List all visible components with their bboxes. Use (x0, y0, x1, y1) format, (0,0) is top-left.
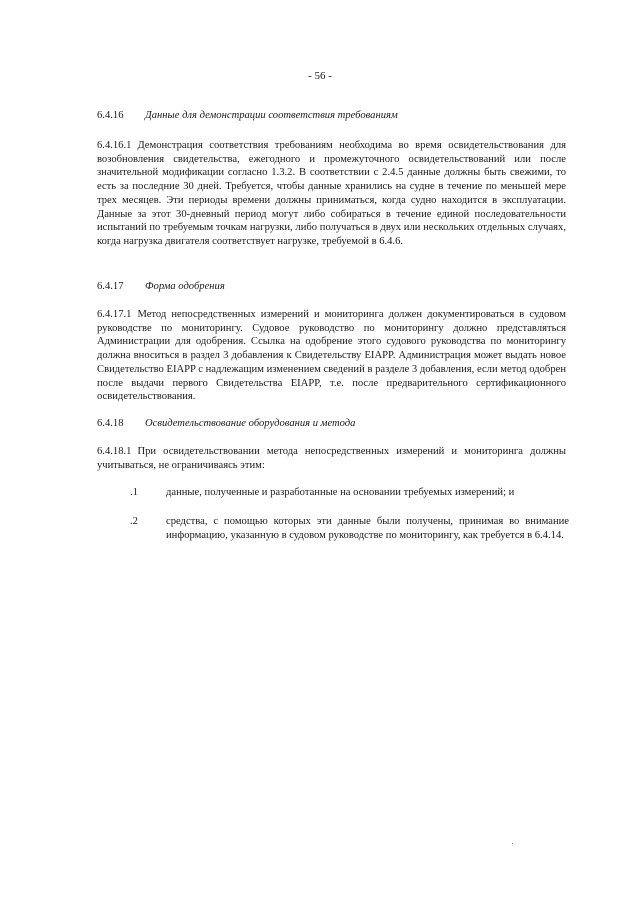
section-heading-6-4-16 (97, 109, 567, 123)
list-item-text: средства, с помощью которых эти данные были получены, принимая во внимание информацию, указанную в судовом руководстве по мониторингу, как требуется в 6.4.14. (166, 516, 569, 541)
paragraph-text: Метод непосредственных измерений и мониторинга должен документироваться в судовом руководстве по мониторингу. Судовое руководство по мониторингу должно представляться Администрации для одобрения. Ссылка на одобрение этого судового руководства по мониторингу должна вноситься в раздел 3 добавления к Свидетельству EIAPP. Администрация может выдать новое Свидетельство EIAPP с надлежащим изменением сведений в разделе 3 добавления, если метод одобрен после выдачи первого Свидетельства EIAPP, т.е. после предварительного сертификационного освидетельствования. (97, 309, 566, 403)
section-heading-6-4-18 (97, 417, 567, 431)
paragraph-text: При освидетельствовании метода непосредственных измерений и мониторинга должны учитываться, не ограничиваясь этим: (97, 446, 566, 471)
section-number: 6.4.17 (97, 281, 124, 292)
scan-speck (512, 843, 513, 844)
list-marker: .1 (130, 487, 138, 498)
paragraph-number: 6.4.16.1 (97, 140, 132, 151)
page-number: - 56 - (308, 70, 332, 82)
paragraph-text: Демонстрация соответствия требованиям необходима во время освидетельствования для возобновления свидетельства, ежегодного и промежуточного освидетельствований или после значительной модификации согласно 1.3.2. В соответствии с 2.4.5 данные должны быть свежими, то есть за последние 30 дней. Требуется, чтобы данные хранились на судне в течение по меньшей мере трех месяцев. Эти периоды времени должны приниматься, когда судно находится в эксплуатации. Данные за этот 30-дневный период могут либо собираться в течение единой последовательности испытаний по требуемым точкам нагрузки, либо получаться в двух или нескольких отдельных случаях, когда нагрузка двигателя соответствует нагрузке, требуемой в 6.4.6. (97, 140, 566, 247)
paragraph-number: 6.4.17.1 (97, 309, 132, 320)
paragraph-6-4-17-1 (97, 308, 566, 404)
section-title: Данные для демонстрации соответствия требованиям (145, 110, 398, 121)
section-number: 6.4.16 (97, 110, 124, 121)
section-title: Освидетельствование оборудования и метода (145, 418, 356, 429)
section-heading-6-4-17 (97, 280, 567, 294)
section-number: 6.4.18 (97, 418, 124, 429)
section-title: Форма одобрения (145, 281, 225, 292)
paragraph-6-4-16-1 (97, 139, 566, 249)
paragraph-number: 6.4.18.1 (97, 446, 132, 457)
list-item-text: данные, полученные и разработанные на основании требуемых измерений; и (166, 487, 515, 498)
list-marker: .2 (130, 516, 138, 527)
paragraph-6-4-18-1 (97, 445, 566, 472)
